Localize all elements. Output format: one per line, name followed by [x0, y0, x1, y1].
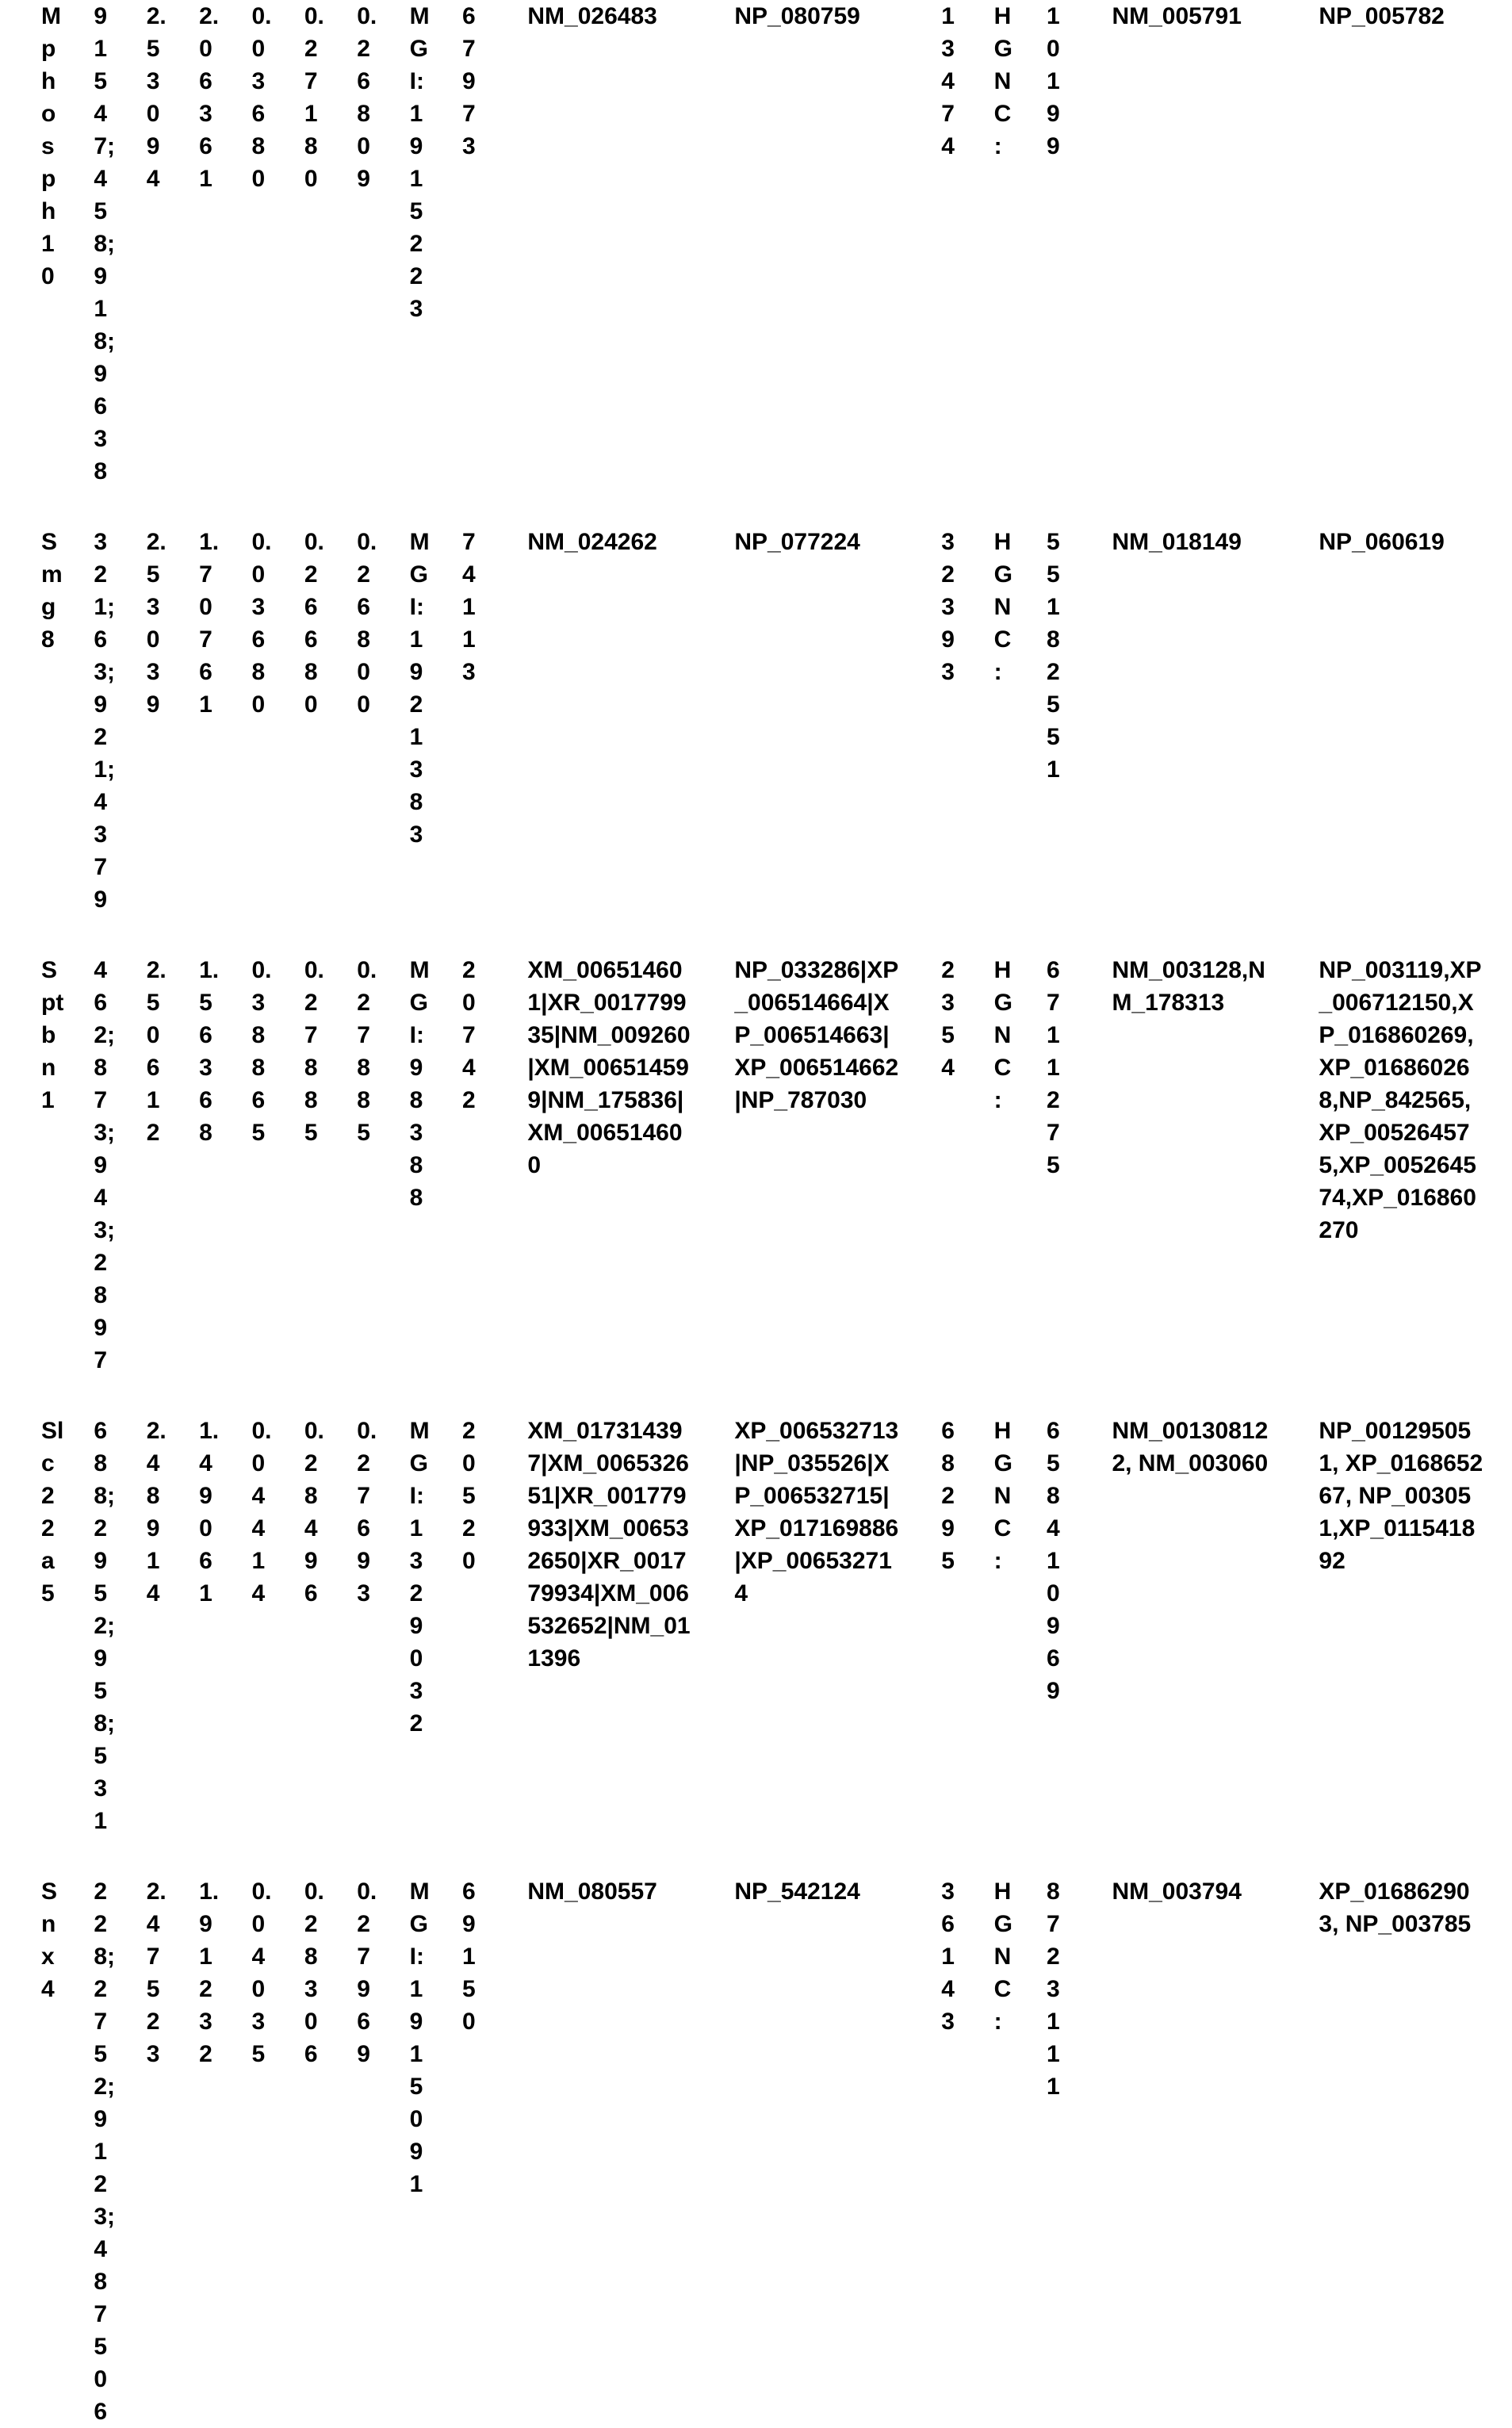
column-gap	[1277, 1875, 1319, 2428]
column-gap	[486, 0, 528, 488]
table-row	[41, 1875, 1484, 2428]
mouse-gene-id: 67973	[462, 3, 476, 159]
human-mrna: NM_018149	[1112, 529, 1242, 555]
column-gap	[275, 0, 304, 488]
column-gap	[965, 526, 994, 916]
mouse-mrna: NM_024262	[527, 529, 657, 555]
column-gap	[117, 1415, 147, 1837]
hgnc-number: 8723111	[1047, 1878, 1060, 2100]
score-2: 1.56368	[199, 957, 220, 1146]
score-3: 0.03680	[251, 529, 272, 718]
human-gene-id: 68295	[941, 1418, 955, 1574]
column-gap	[1070, 954, 1112, 1377]
column-gap	[693, 526, 735, 916]
score-1: 2.47523	[146, 1878, 167, 2067]
column-gap	[1017, 1875, 1047, 2428]
column-gap	[965, 0, 994, 488]
column-gap	[1017, 526, 1047, 916]
column-gap	[170, 1415, 200, 1837]
hgnc-number: 10199	[1047, 3, 1060, 159]
column-gap	[65, 526, 94, 916]
column-gap	[65, 0, 94, 488]
score-4: 0.27180	[304, 3, 324, 192]
human-gene-id: 2354	[941, 957, 955, 1081]
column-gap	[1017, 954, 1047, 1377]
column-gap	[486, 1875, 528, 2428]
column-gap	[965, 1875, 994, 2428]
column-gap	[486, 526, 528, 916]
human-gene-id: 36143	[941, 1878, 955, 2035]
mgi-id: MGI:1329032	[409, 1418, 430, 1737]
column-gap	[117, 526, 147, 916]
column-gap	[1017, 1415, 1047, 1837]
mgi-id: MGI:1921383	[409, 529, 430, 848]
column-gap	[223, 1415, 252, 1837]
mouse-gene-id: 74113	[462, 529, 476, 685]
column-gap	[965, 1415, 994, 1837]
column-gap	[900, 0, 942, 488]
column-gap	[65, 954, 94, 1377]
table-row	[41, 1415, 1484, 1837]
score-5: 0.27969	[357, 1878, 377, 2067]
hgnc-id: HGNC:	[993, 1878, 1013, 2035]
column-gap	[1277, 526, 1319, 916]
mouse-mrna: XM_006514601|XR_001779935|NM_009260|XM_006514599|NM_175836|XM_006514600	[527, 957, 691, 1178]
column-gap	[328, 1875, 358, 2428]
human-gene-id: 32393	[941, 529, 955, 685]
position: 321;63;921;4379	[94, 529, 116, 913]
column-gap	[170, 0, 200, 488]
column-gap	[1277, 0, 1319, 488]
column-gap	[223, 0, 252, 488]
mouse-protein: NP_033286|XP_006514664|XP_006514663|XP_006514662|NP_787030	[734, 957, 899, 1113]
column-gap	[328, 1415, 358, 1837]
gene-symbol: Smg8	[41, 529, 63, 653]
column-gap	[1277, 954, 1319, 1377]
column-gap	[433, 1875, 462, 2428]
row-spacer-cell	[41, 488, 1484, 526]
hgnc-id: HGNC:	[993, 957, 1013, 1113]
column-gap	[381, 0, 410, 488]
column-gap	[433, 1415, 462, 1837]
mouse-mrna: XM_017314397|XM_006532651|XR_001779933|XM_006532650|XR_001779934|XM_006532652|NM_011396	[527, 1418, 691, 1672]
position: 91547;458;918;9638	[94, 3, 116, 484]
column-gap	[223, 954, 252, 1377]
table-row	[41, 526, 1484, 916]
human-mrna: NM_001308122, NM_003060	[1112, 1418, 1269, 1476]
human-gene-id: 13474	[941, 3, 955, 159]
position: 228;2752;9123;487506	[94, 1878, 116, 2425]
column-gap	[900, 1875, 942, 2428]
column-gap	[381, 1415, 410, 1837]
mouse-protein: XP_006532713|NP_035526|XP_006532715|XP_017169886|XP_006532714	[734, 1418, 899, 1607]
position: 462;873;943;2897	[94, 957, 116, 1373]
gene-symbol: Slc22a5	[41, 1418, 64, 1607]
column-gap	[170, 1875, 200, 2428]
mouse-mrna: NM_080557	[527, 1878, 657, 1905]
table-row	[41, 0, 1484, 488]
column-gap	[117, 954, 147, 1377]
score-3: 0.04035	[251, 1878, 272, 2067]
gene-symbol: Mphosph10	[41, 3, 61, 289]
column-gap	[275, 526, 304, 916]
mouse-protein: NP_542124	[734, 1878, 860, 1905]
mouse-mrna: NM_026483	[527, 3, 657, 29]
column-gap	[1070, 0, 1112, 488]
column-gap	[275, 954, 304, 1377]
column-gap	[1070, 1415, 1112, 1837]
mouse-protein: NP_080759	[734, 3, 860, 29]
column-gap	[170, 954, 200, 1377]
column-gap	[486, 954, 528, 1377]
human-protein: NP_005782	[1319, 3, 1445, 29]
mgi-id: MGI:1915091	[409, 1878, 430, 2197]
row-spacer-cell	[41, 916, 1484, 954]
score-5: 0.27885	[357, 957, 377, 1146]
column-gap	[117, 1875, 147, 2428]
column-gap	[433, 526, 462, 916]
column-gap	[1277, 1415, 1319, 1837]
column-gap	[433, 0, 462, 488]
score-1: 2.53094	[146, 3, 167, 192]
mgi-id: MGI:98388	[409, 957, 430, 1211]
column-gap	[1070, 526, 1112, 916]
human-mrna: NM_003794	[1112, 1878, 1242, 1905]
column-gap	[381, 526, 410, 916]
hgnc-number: 6711275	[1047, 957, 1060, 1178]
row-spacer-cell	[41, 1377, 1484, 1415]
column-gap	[486, 1415, 528, 1837]
score-5: 0.27693	[357, 1418, 377, 1607]
column-gap	[693, 1415, 735, 1837]
score-2: 1.91232	[199, 1878, 220, 2067]
column-gap	[900, 1415, 942, 1837]
hgnc-number: 55182551	[1047, 529, 1060, 783]
score-4: 0.28306	[304, 1878, 324, 2067]
hgnc-id: HGNC:	[993, 529, 1013, 685]
score-2: 1.49061	[199, 1418, 220, 1607]
table-body	[41, 0, 1484, 2428]
column-gap	[275, 1415, 304, 1837]
row-spacer	[41, 1377, 1484, 1415]
column-gap	[965, 954, 994, 1377]
human-mrna: NM_003128,NM_178313	[1112, 957, 1265, 1016]
column-gap	[693, 954, 735, 1377]
column-gap	[328, 954, 358, 1377]
column-gap	[433, 954, 462, 1377]
score-4: 0.27885	[304, 957, 324, 1146]
column-gap	[900, 954, 942, 1377]
score-3: 0.04414	[251, 1418, 272, 1607]
score-5: 0.26809	[357, 3, 377, 192]
hgnc-id: HGNC:	[993, 3, 1013, 159]
column-gap	[170, 526, 200, 916]
score-1: 2.53039	[146, 529, 167, 718]
column-gap	[900, 526, 942, 916]
column-gap	[381, 954, 410, 1377]
column-gap	[65, 1415, 94, 1837]
row-spacer	[41, 1837, 1484, 1875]
hgnc-id: HGNC:	[993, 1418, 1013, 1574]
score-5: 0.26800	[357, 529, 377, 718]
row-spacer	[41, 488, 1484, 526]
gene-annotation-table	[41, 0, 1484, 2428]
score-1: 2.48914	[146, 1418, 167, 1607]
score-2: 2.06361	[199, 3, 220, 192]
mouse-gene-id: 20742	[462, 957, 476, 1113]
mouse-gene-id: 69150	[462, 1878, 476, 2035]
mouse-gene-id: 20520	[462, 1418, 476, 1574]
score-3: 0.38865	[251, 957, 272, 1146]
score-1: 2.50612	[146, 957, 167, 1146]
column-gap	[328, 0, 358, 488]
human-protein: NP_003119,XP_006712150,XP_016860269,XP_016860268,NP_842565,XP_005264575,XP_005264574,XP_016860270	[1319, 957, 1482, 1243]
column-gap	[275, 1875, 304, 2428]
column-gap	[693, 1875, 735, 2428]
gene-symbol: Snx4	[41, 1878, 58, 2002]
column-gap	[693, 0, 735, 488]
position: 688;2952;958;531	[94, 1418, 116, 1834]
mouse-protein: NP_077224	[734, 529, 860, 555]
table-row	[41, 954, 1484, 1377]
human-protein: XP_016862903, NP_003785	[1319, 1878, 1472, 1937]
human-protein: NP_001295051, XP_016865267, NP_003051,XP_011541892	[1319, 1418, 1483, 1574]
score-3: 0.03680	[251, 3, 272, 192]
row-spacer	[41, 916, 1484, 954]
human-protein: NP_060619	[1319, 529, 1445, 555]
hgnc-number: 6584 10969	[1047, 1418, 1060, 1704]
column-gap	[1070, 1875, 1112, 2428]
gene-symbol: Sptbn1	[41, 957, 64, 1113]
column-gap	[328, 526, 358, 916]
score-2: 1.70761	[199, 529, 220, 718]
score-4: 0.28496	[304, 1418, 324, 1607]
column-gap	[117, 0, 147, 488]
column-gap	[223, 1875, 252, 2428]
human-mrna: NM_005791	[1112, 3, 1242, 29]
score-4: 0.26680	[304, 529, 324, 718]
column-gap	[65, 1875, 94, 2428]
column-gap	[1017, 0, 1047, 488]
row-spacer-cell	[41, 1837, 1484, 1875]
column-gap	[223, 526, 252, 916]
mgi-id: MGI:1915223	[409, 3, 430, 322]
column-gap	[381, 1875, 410, 2428]
